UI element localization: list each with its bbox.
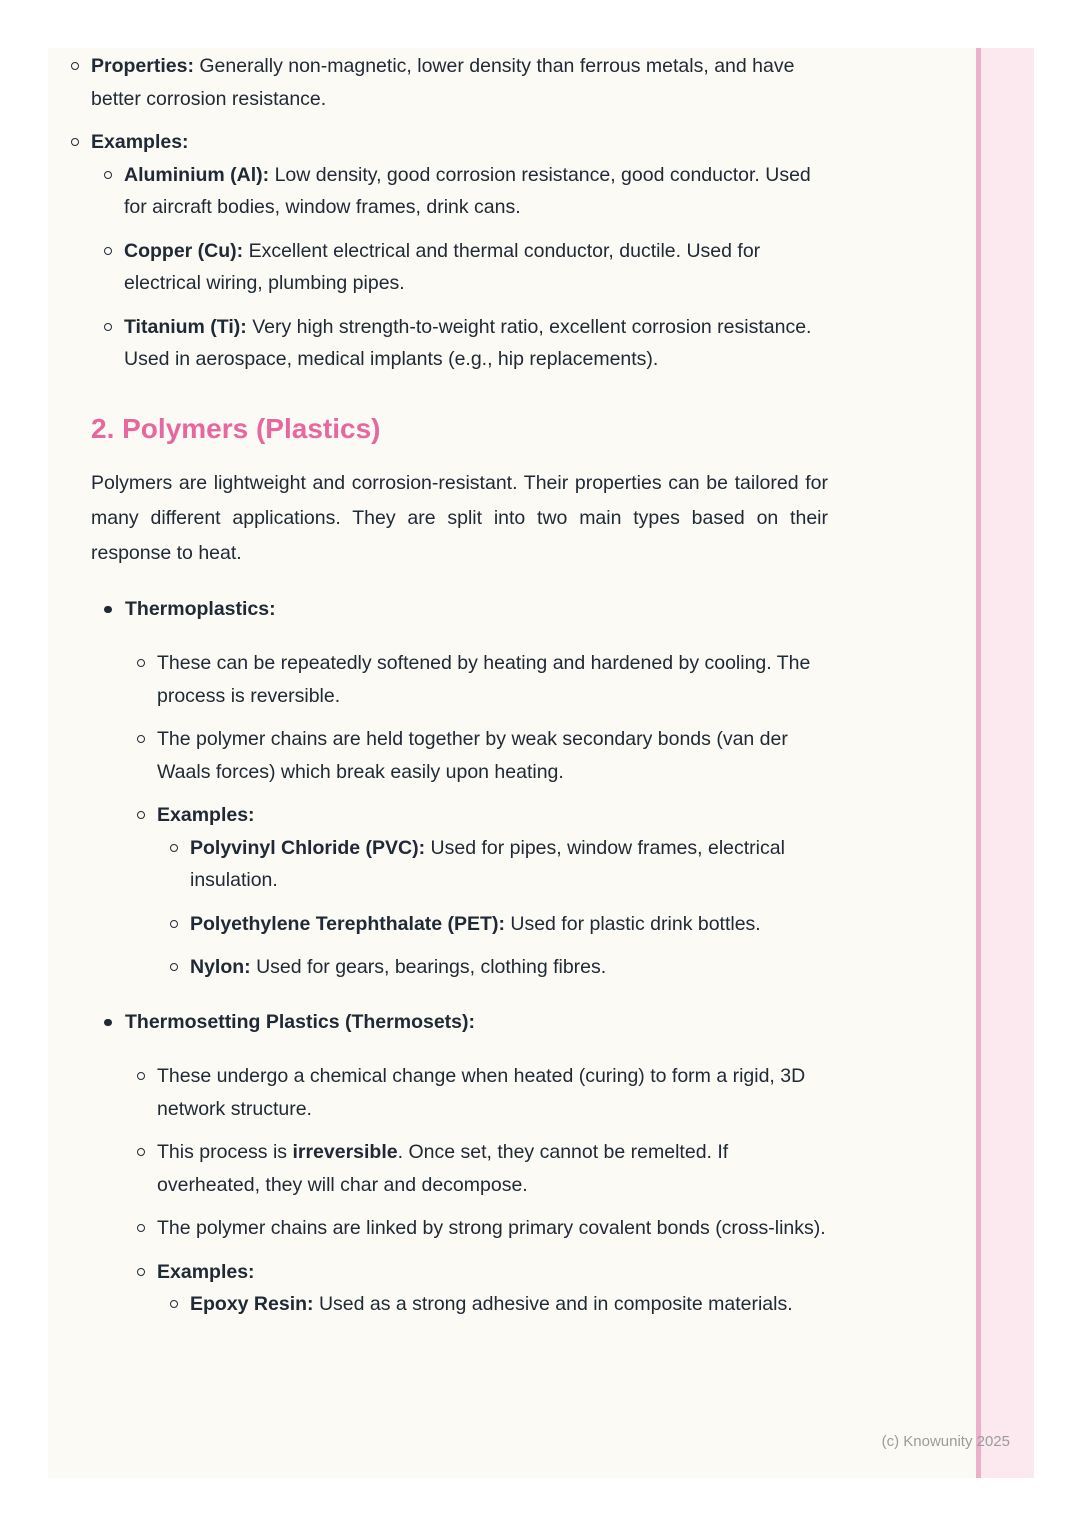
section-heading-polymers: 2. Polymers (Plastics) [91, 412, 381, 444]
list-item [190, 832, 828, 897]
copyright-text: (c) Knowunity 2025 [881, 1433, 1010, 1450]
list-item [157, 647, 828, 712]
list-item-text-segment: The polymer chains are held together by weak secondary bonds (van der Waals forces) which break easily upon heating. [157, 728, 788, 783]
list-item-text-segment: Used for plastic drink bottles. [504, 912, 761, 935]
list-item [124, 159, 828, 224]
list-item-text-segment: Properties: [91, 55, 194, 77]
list-item-text-segment: Examples: [157, 1260, 255, 1283]
list-item-text-segment: Thermosetting Plastics (Thermosets): [125, 1010, 475, 1033]
list-item-text-segment: irreversible [292, 1141, 398, 1163]
list-item [124, 235, 828, 300]
list-item [91, 50, 828, 115]
list-item [190, 1288, 828, 1321]
list-item-text-segment: Titanium (Ti): [124, 315, 247, 338]
list-item [124, 311, 828, 376]
intro-paragraph: Polymers are lightweight and corrosion-resistant. Their properties can be tailored for many different applications. They are split into two main types based on their response to heat. [91, 471, 828, 564]
list-item [157, 1136, 828, 1201]
list-item [125, 593, 828, 984]
bullet-list-level-2 [91, 50, 828, 376]
polymers-list [91, 593, 828, 1321]
list-item-text-segment: These can be repeatedly softened by heating and hardened by cooling. The process is reversible. [157, 652, 811, 707]
list-item-text-segment: Polyvinyl Chloride (PVC): [190, 836, 426, 859]
list-item [157, 799, 828, 984]
list-item-text-segment: The polymer chains are linked by strong primary covalent bonds (cross-links). [157, 1217, 826, 1239]
bullet-list-level-1 [91, 593, 828, 1321]
list-item-text-segment: Used as a strong adhesive and in composite materials. [313, 1293, 793, 1315]
list-item [157, 723, 828, 788]
bullet-list-level-2 [125, 1060, 828, 1321]
page-edge-stripe [976, 48, 1034, 1478]
list-item-text-segment: Thermoplastics: [125, 597, 276, 620]
list-item-text-segment: Examples: [91, 131, 189, 153]
list-item-text-segment: . Once set, they cannot be remelted. If overheated, they will char and decompose. [157, 1141, 729, 1196]
list-item-text-segment: Generally non-magnetic, lower density than ferrous metals, and have better corrosion resistance. [91, 55, 795, 110]
list-item-text-segment: Polyethylene Terephthalate (PET): [190, 912, 505, 935]
list-item [157, 1256, 828, 1321]
list-item [190, 951, 828, 984]
list-item-text-segment: These undergo a chemical change when heated (curing) to form a rigid, 3D network structure. [157, 1065, 806, 1120]
page-content [91, 50, 828, 1321]
bullet-list-level-3 [157, 1288, 828, 1321]
non-ferrous-metals-list [91, 50, 828, 376]
edge-pink-panel [981, 48, 1034, 1478]
list-item-text-segment: Excellent electrical and thermal conductor, ductile. Used for electrical wiring, plumbing pipes. [124, 239, 761, 294]
bullet-list-level-3 [157, 832, 828, 984]
list-item-text-segment: Very high strength-to-weight ratio, excellent corrosion resistance. Used in aerospace, medical implants (e.g., hip replacements). [124, 315, 812, 370]
list-item-text-segment: Used for gears, bearings, clothing fibres. [250, 956, 607, 978]
list-item-text-segment: Copper (Cu): [124, 239, 244, 262]
bullet-list-level-3 [91, 159, 828, 376]
list-item [190, 908, 828, 941]
list-item-text-segment: Low density, good corrosion resistance, good conductor. Used for aircraft bodies, window frames, drink cans. [124, 163, 811, 218]
list-item [157, 1212, 828, 1245]
list-item-text-segment: This process is [157, 1141, 293, 1163]
bullet-list-level-2 [125, 647, 828, 984]
list-item [91, 126, 828, 376]
list-item-text-segment: Aluminium (Al): [124, 163, 270, 186]
list-item [157, 1060, 828, 1125]
list-item-text-segment: Examples: [157, 804, 255, 826]
list-item-text-segment: Epoxy Resin: [190, 1293, 314, 1315]
document-page [48, 48, 1034, 1478]
list-item-text-segment: Nylon: [190, 956, 251, 978]
list-item-text-segment: Used for pipes, window frames, electrical insulation. [190, 836, 785, 891]
list-item [125, 1006, 828, 1321]
